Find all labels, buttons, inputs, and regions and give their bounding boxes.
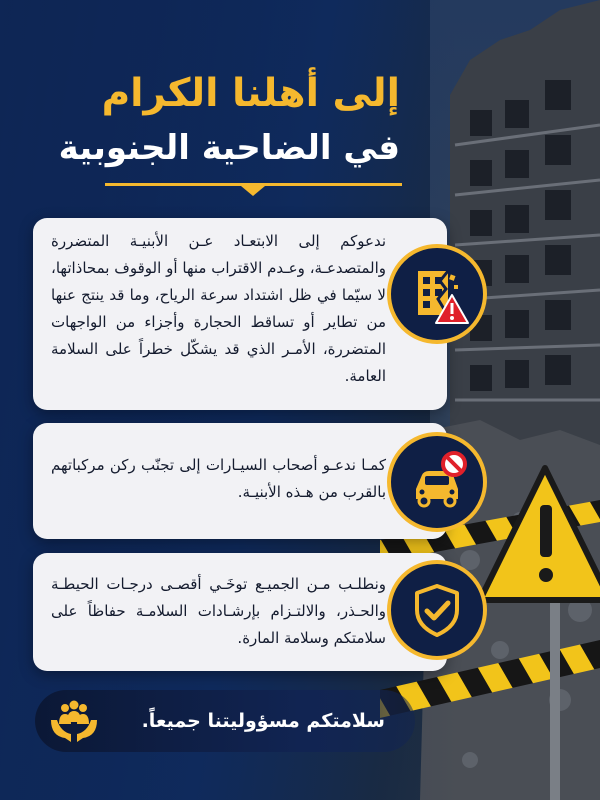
poster-title xyxy=(58,70,400,172)
damaged-building-warning-icon xyxy=(387,244,487,344)
footer-banner xyxy=(35,690,415,752)
card-text: ندعوكم إلى الابتعـاد عـن الأبنيـة المتضررة والمتصدعـة، وعـدم الاقتراب منها أو الوقوف بمحاذاتها، لا سيّما في ظل اشتداد سرعة الرياح، وما قد ينتج عنها من تطاير أو تساقط الحجارة وأجزاء من الواجهات المتضررة، الأمـر الذي قد يشكّل خطراً على السلامة العامة. xyxy=(51,232,386,385)
notice-card-buildings xyxy=(33,218,447,410)
community-hands-icon xyxy=(47,696,101,746)
notice-card-cars xyxy=(33,423,447,539)
notice-card-safety xyxy=(33,553,447,671)
divider-pointer xyxy=(241,186,265,196)
footer-slogan: سلامتكم مسؤوليتنا جميعاً. xyxy=(141,710,385,732)
title-line-2: في الضاحية الجنوبية xyxy=(58,128,400,168)
card-text: ونطلـب مـن الجميـع توخَـي أقصـى درجـات الحيطـة والحـذر، والالتـزام بإرشـادات السلامـة حفاظاً على سلامتكم وسلامة المارة. xyxy=(51,575,386,647)
title-line-1: إلى أهلنا الكرام xyxy=(101,71,400,116)
shield-check-icon xyxy=(387,560,487,660)
card-text: كمـا ندعـو أصحاب السيـارات إلى تجنّب ركن مركباتهم بالقرب من هـذه الأبنيـة. xyxy=(51,456,386,501)
no-car-parking-icon xyxy=(387,432,487,532)
